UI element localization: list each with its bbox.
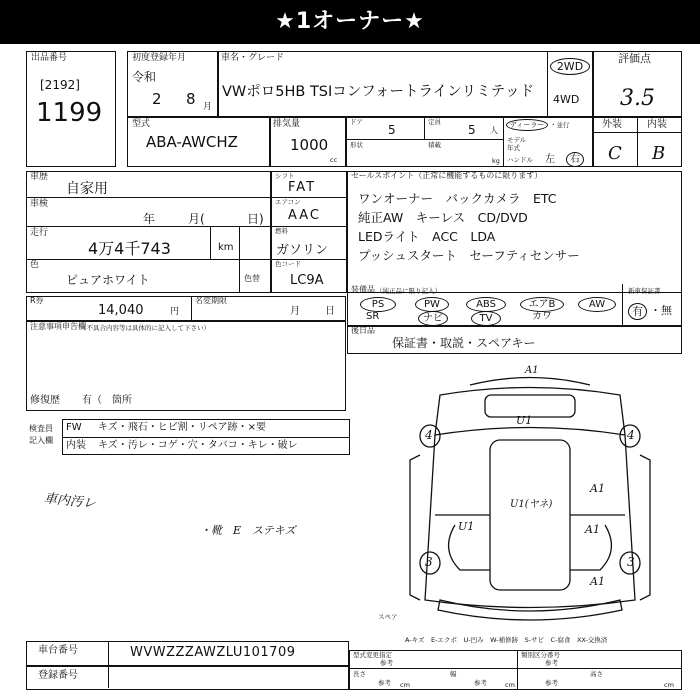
color-code-value: LC9A — [290, 273, 324, 288]
class-num-label: 類別区分番号 — [521, 651, 560, 659]
fuel-label: 燃料 — [275, 227, 288, 235]
equip-abs: ABS — [466, 297, 506, 312]
doors-label: ドア — [350, 118, 363, 126]
usage-value: 自家用 — [66, 181, 108, 197]
doors-value: 5 — [388, 123, 396, 137]
damage-legend: A-キズ E-エクボ U-凹み W-補修跡 S-サビ C-腐食 XX-交換済 — [405, 636, 608, 644]
equip-ps: PS — [360, 297, 396, 312]
warranty-no: ・無 — [650, 304, 672, 317]
name-change-label: 名変期限 — [195, 296, 227, 305]
model-year-label: モデル年式 — [507, 136, 527, 152]
fuel-value: ガソリン — [276, 243, 329, 258]
inspection-year-unit: 年 — [143, 212, 156, 226]
class-num-ref: 参考 — [545, 659, 558, 667]
load-label: 積載 — [428, 141, 441, 149]
usage-label: 車歴 — [30, 172, 49, 182]
inspection-month-unit: 月( — [188, 212, 205, 226]
recycle-label: R券 — [30, 296, 44, 305]
name-change-day: 日 — [325, 306, 335, 317]
steering-right: 右 — [566, 152, 584, 167]
registration-month: 8 — [186, 90, 196, 108]
registration-month-unit: 月 — [203, 102, 213, 112]
repair-label: 修復歴 — [30, 395, 60, 406]
registration-era: 令和 — [132, 70, 157, 84]
mark-a-right-3: A1 — [590, 575, 605, 588]
dim-width-unit: cm — [505, 681, 515, 689]
equip-leather: カワ — [532, 311, 552, 322]
dim-width-ref: 参考 — [474, 679, 487, 687]
sales-points-label: セールスポイント（正常に機能するものに限ります） — [351, 171, 543, 180]
lot-number: 1199 — [36, 98, 103, 128]
dim-width: 幅 — [450, 670, 457, 678]
capacity-unit: 人 — [490, 126, 498, 135]
color-change-label: 色替 — [244, 274, 260, 283]
steering-label: ハンドル — [507, 156, 533, 164]
owner-banner: ★1オーナー★ — [0, 0, 700, 44]
mark-u-front: U1 — [516, 414, 533, 427]
inspector-row1: キズ・飛石・ヒビ割・リペア跡・×要 — [98, 422, 266, 433]
dim-length: 長さ — [353, 670, 366, 678]
inspection-day-unit: 日) — [247, 212, 264, 226]
mileage-label: 走行 — [30, 228, 49, 238]
inspector-row2: キズ・汚レ・コゲ・穴・タバコ・キレ・破レ — [98, 440, 298, 451]
repair-value: 有（ 箇所 — [82, 395, 132, 406]
chassis-label: 車台番号 — [38, 645, 78, 656]
handnote-interior: 車内汚レ — [43, 491, 97, 512]
type-change-label: 型式変更指定 — [353, 651, 392, 659]
equip-tv: TV — [471, 311, 501, 326]
displacement-label: 排気量 — [273, 119, 301, 129]
equip-aw: AW — [578, 297, 616, 312]
name-change-month: 月 — [290, 306, 300, 317]
inspector-row2-head: 内装 — [66, 440, 86, 451]
dealer-mark: ディーラー — [506, 119, 548, 131]
load-unit: kg — [492, 157, 500, 165]
sales-line-3: LEDライト ACC LDA — [358, 229, 496, 244]
tire-front-right: 4 — [627, 428, 635, 442]
type-change-box — [349, 650, 682, 690]
displacement-value: 1000 — [290, 136, 329, 154]
dim-length-ref: 参考 — [378, 679, 391, 687]
exterior-label: 外装 — [602, 119, 622, 130]
exterior-grade: C — [608, 143, 622, 164]
dealer-parallel: ・並行 — [550, 121, 570, 129]
equip-airbag: エアB — [520, 297, 564, 312]
reg-number-label: 登録番号 — [38, 670, 78, 681]
registration-label: 初度登録年月 — [132, 53, 187, 63]
inspector-label: 検査員記入欄 — [29, 424, 53, 445]
recycle-unit: 円 — [170, 307, 180, 317]
score-label: 評価点 — [618, 52, 651, 65]
tire-rear-right: 3 — [627, 555, 635, 569]
mark-a-right-2: A1 — [585, 523, 600, 536]
registration-year: 2 — [152, 90, 162, 108]
mileage-value: 4万4千743 — [88, 239, 171, 258]
mileage-unit: km — [218, 242, 234, 253]
lot-label: 出品番号 — [31, 53, 68, 63]
notes-hint: （不具合内容等は具体的に記入して下さい） — [80, 324, 210, 332]
dim-height: 高さ — [590, 670, 603, 678]
interior-grade: B — [652, 143, 666, 164]
warranty-label: 新車保証書 — [628, 287, 661, 295]
equip-pw: PW — [415, 297, 449, 312]
inspector-row1-head: FW — [66, 422, 82, 433]
notes-box — [26, 321, 346, 411]
tire-front-left: 4 — [425, 428, 433, 442]
drive-4wd: 4WD — [553, 93, 580, 106]
dim-length-unit: cm — [400, 681, 410, 689]
equipment-hint: （純正品に限り記入） — [376, 287, 441, 295]
color-code-label: 色コード — [275, 260, 301, 268]
equip-sr: SR — [366, 311, 380, 322]
tire-rear-left: 3 — [425, 555, 433, 569]
notes-label: 注意事項申告欄 — [30, 322, 86, 331]
lot-code: [2192] — [40, 78, 80, 92]
dim-height-unit: cm — [664, 681, 674, 689]
model-label: 型式 — [132, 119, 151, 129]
aircon-value: AAC — [288, 208, 321, 223]
sales-line-2: 純正AW キーレス CD/DVD — [358, 210, 528, 225]
spare-label: スペア — [378, 613, 398, 621]
inspection-label: 車検 — [30, 199, 49, 209]
drive-2wd: 2WD — [550, 58, 590, 75]
equipment-label: 装備品 — [351, 285, 375, 294]
handnote-shoes: ・靴 E ステキズ — [200, 524, 296, 537]
car-name: VWポロ5HB TSIコンフォートラインリミテッド — [222, 84, 535, 100]
aircon-label: エアコン — [275, 198, 301, 206]
chassis-value: WVWZZZAWZLU101709 — [130, 645, 296, 660]
accessories-value: 保証書・取説・スペアキー — [392, 336, 536, 350]
color-label: 色 — [30, 260, 40, 270]
color-value: ピュアホワイト — [66, 273, 150, 287]
dim-height-ref: 参考 — [545, 679, 558, 687]
capacity-value: 5 — [468, 123, 476, 137]
type-change-ref: 参考 — [380, 659, 393, 667]
interior-label: 内装 — [647, 119, 667, 130]
car-name-label: 車名・グレード — [221, 53, 285, 63]
mark-a-right-1: A1 — [590, 482, 605, 495]
equip-navi: ナビ — [418, 311, 448, 326]
shift-value: FAT — [288, 180, 317, 195]
accessories-label: 後日品 — [351, 326, 375, 335]
warranty-yes: 有 — [628, 303, 647, 320]
shape-label: 形状 — [350, 141, 363, 149]
mark-u-left: U1 — [458, 520, 475, 533]
steering-left: 左 — [545, 154, 555, 165]
model-value: ABA-AWCHZ — [146, 133, 238, 151]
sales-line-1: ワンオーナー バックカメラ ETC — [358, 191, 557, 206]
recycle-value: 14,040 — [98, 303, 144, 318]
shift-label: シフト — [275, 172, 295, 180]
mark-a-top: A1 — [525, 365, 539, 376]
displacement-unit: cc — [330, 156, 338, 164]
capacity-label: 定員 — [428, 118, 441, 126]
mark-u-roof: U1(ヤネ) — [510, 499, 553, 510]
score-value: 3.5 — [620, 86, 655, 111]
sales-line-4: プッシュスタート セーフティセンサー — [358, 248, 580, 263]
